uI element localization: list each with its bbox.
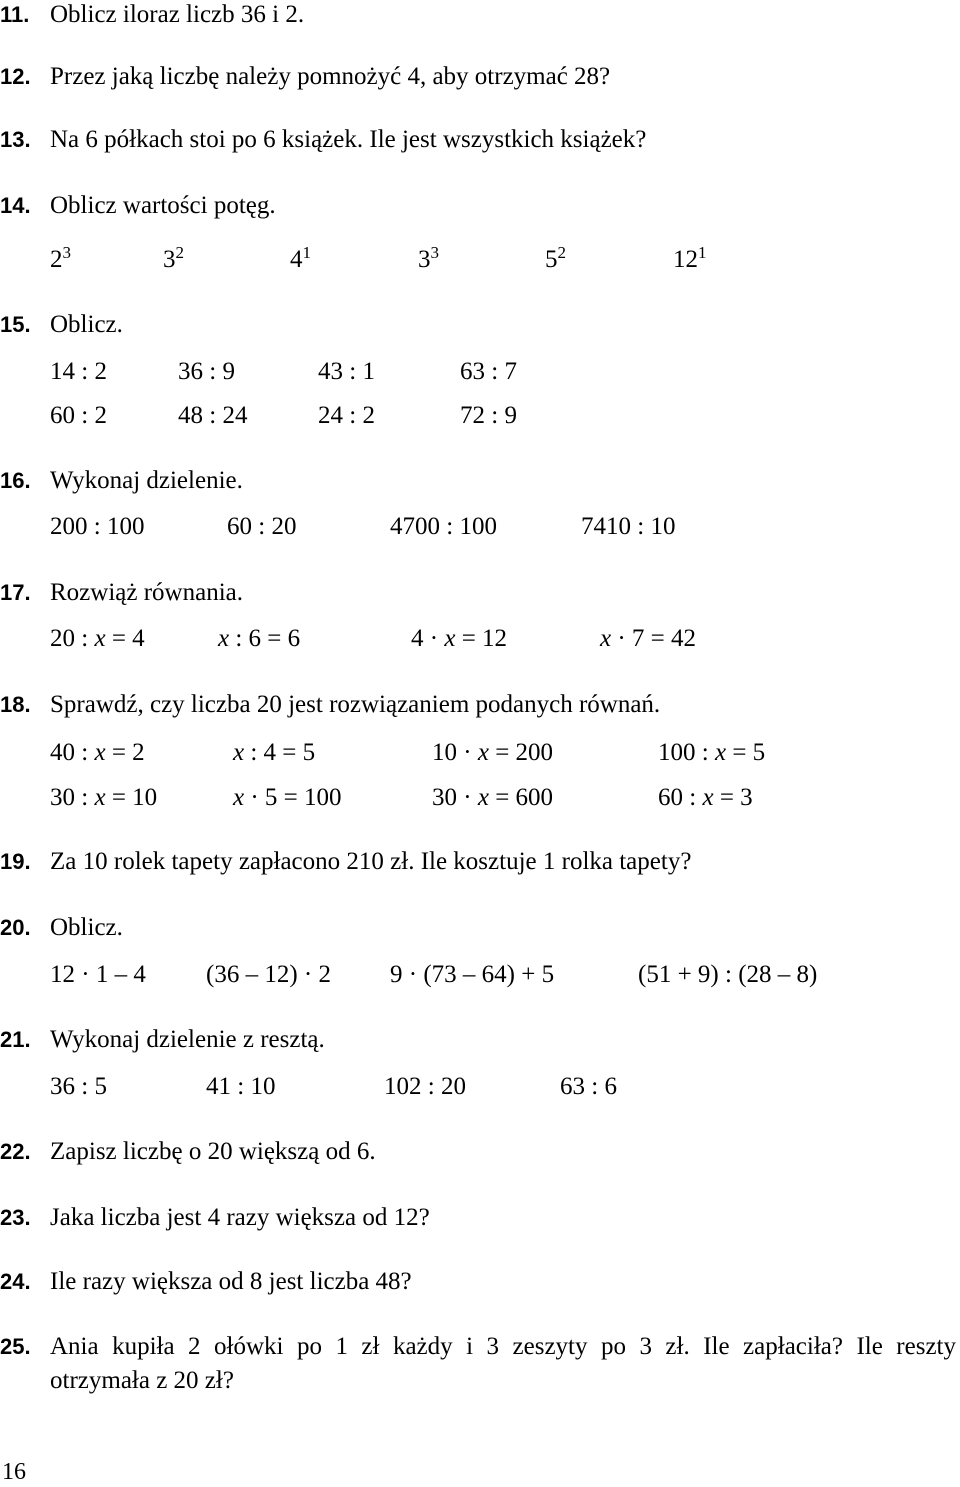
division-expression: 24 : 2	[318, 402, 375, 429]
problem-text: Rozwiąż równania.	[50, 579, 243, 606]
problem-number: 18.	[0, 692, 31, 717]
power-expression: $5^2$	[545, 243, 566, 273]
problem-number: 19.	[0, 849, 31, 874]
equation: 60 : x = 3	[658, 784, 753, 811]
problem-number: 25.	[0, 1334, 31, 1359]
division-expression: 36 : 5	[50, 1073, 107, 1100]
problem-text: Sprawdź, czy liczba 20 jest rozwiązaniem podanych równań.	[50, 691, 661, 718]
power-expression: $12^1$	[673, 243, 707, 273]
division-expression: 41 : 10	[206, 1073, 276, 1100]
problem-number: 14.	[0, 193, 31, 218]
problem-number: 22.	[0, 1139, 31, 1164]
equation: x : 4 = 5	[233, 739, 316, 766]
problem-text: Wykonaj dzielenie z resztą.	[50, 1026, 325, 1053]
division-expression: 14 : 2	[50, 358, 107, 385]
problem-text: Ile razy większa od 8 jest liczba 48?	[50, 1268, 412, 1295]
arithmetic-expression: (36 – 12) · 2	[206, 961, 331, 988]
problem-text: Zapisz liczbę o 20 większą od 6.	[50, 1138, 376, 1165]
power-expression: $3^3$	[418, 243, 439, 273]
problem-text: Jaka liczba jest 4 razy większa od 12?	[50, 1204, 430, 1231]
equation: 100 : x = 5	[658, 739, 766, 766]
power-expression: $3^2$	[163, 243, 184, 273]
page-number: 16	[2, 1459, 26, 1485]
equation: 40 : x = 2	[50, 739, 145, 766]
power-expression: $4^1$	[290, 243, 311, 273]
division-expression: 36 : 9	[178, 358, 235, 385]
equation: x · 5 = 100	[233, 784, 342, 811]
equation: 20 : x = 4	[50, 625, 145, 652]
equation: 30 · x = 600	[432, 784, 554, 811]
problem-number: 11.	[0, 2, 30, 27]
arithmetic-expression: 12 · 1 – 4	[50, 961, 146, 988]
problem-number: 23.	[0, 1205, 31, 1230]
problem-number: 15.	[0, 312, 31, 337]
problem-number: 21.	[0, 1027, 31, 1052]
division-expression: 4700 : 100	[390, 513, 497, 540]
division-expression: 48 : 24	[178, 402, 248, 429]
problem-number: 17.	[0, 580, 31, 605]
problem-text: Ania kupiła 2 ołówki po 1 zł każdy i 3 zeszyty po 3 zł. Ile zapłaciła? Ile reszty	[50, 1333, 956, 1360]
problem-text: Na 6 półkach stoi po 6 książek. Ile jest wszystkich książek?	[50, 126, 647, 153]
problem-text: Za 10 rolek tapety zapłacono 210 zł. Ile kosztuje 1 rolka tapety?	[50, 848, 692, 875]
power-expression: $2^3$	[50, 243, 71, 273]
problem-text: Oblicz iloraz liczb 36 i 2.	[50, 1, 305, 28]
division-expression: 102 : 20	[384, 1073, 466, 1100]
division-expression: 7410 : 10	[581, 513, 676, 540]
equation: 10 · x = 200	[432, 739, 554, 766]
equation: 30 : x = 10	[50, 784, 158, 811]
problem-text: Oblicz.	[50, 311, 123, 338]
arithmetic-expression: 9 · (73 – 64) + 5	[390, 961, 555, 988]
problem-number: 16.	[0, 468, 31, 493]
problem-text: Oblicz.	[50, 914, 123, 941]
problem-number: 13.	[0, 127, 31, 152]
problem-text: Wykonaj dzielenie.	[50, 467, 243, 494]
problem-number: 20.	[0, 915, 31, 940]
problem-text-continued: otrzymała z 20 zł?	[50, 1367, 234, 1394]
division-expression: 60 : 2	[50, 402, 107, 429]
equation: x : 6 = 6	[218, 625, 301, 652]
division-expression: 43 : 1	[318, 358, 375, 385]
division-expression: 63 : 7	[460, 358, 517, 385]
problem-number: 12.	[0, 64, 31, 89]
problem-text: Oblicz wartości potęg.	[50, 192, 276, 219]
equation: x · 7 = 42	[600, 625, 697, 652]
division-expression: 72 : 9	[460, 402, 517, 429]
arithmetic-expression: (51 + 9) : (28 – 8)	[638, 961, 818, 988]
division-expression: 200 : 100	[50, 513, 145, 540]
problem-number: 24.	[0, 1269, 31, 1294]
division-expression: 63 : 6	[560, 1073, 617, 1100]
equation: 4 · x = 12	[411, 625, 508, 652]
division-expression: 60 : 20	[227, 513, 297, 540]
problem-text: Przez jaką liczbę należy pomnożyć 4, aby otrzymać 28?	[50, 63, 611, 90]
